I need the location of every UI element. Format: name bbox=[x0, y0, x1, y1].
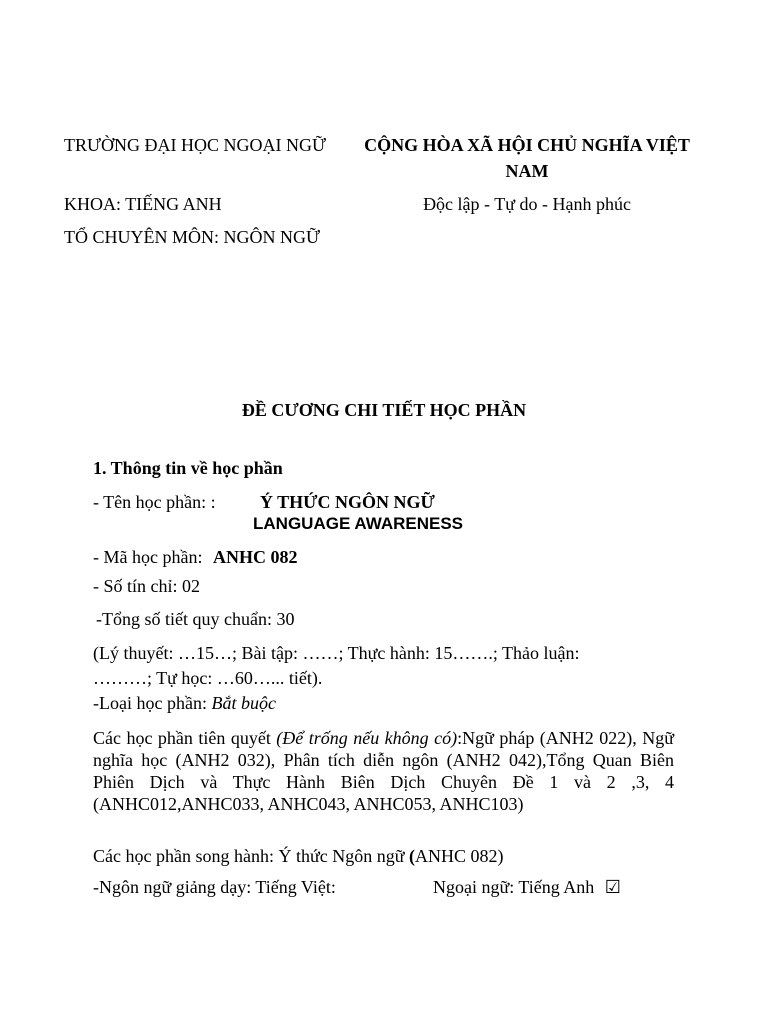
teaching-language-label: -Ngôn ngữ giảng dạy: Tiếng Việt: bbox=[93, 877, 336, 897]
parallel-courses-row bbox=[93, 846, 503, 867]
section-heading: 1. Thông tin về học phần bbox=[93, 458, 283, 478]
course-name-english: LANGUAGE AWARENESS bbox=[253, 514, 464, 533]
course-code-value: ANHC 082 bbox=[212, 547, 298, 567]
prerequisites-paragraph bbox=[93, 727, 674, 815]
parallel-courses-code: ANHC 082) bbox=[414, 846, 504, 866]
course-type-row bbox=[93, 693, 276, 714]
foreign-language-label: Ngoại ngữ: Tiếng Anh bbox=[433, 877, 595, 897]
document-title: ĐỀ CƯƠNG CHI TIẾT HỌC PHẦN bbox=[241, 400, 527, 420]
nation-title: CỘNG HÒA XÃ HỘI CHỦ NGHĨA VIỆT NAM bbox=[364, 135, 690, 181]
prerequisites-note: (Để trống nếu không có) bbox=[276, 728, 458, 748]
prerequisites-text: :Ngữ pháp (ANH2 022), Ngữ nghĩa học (ANH2 032), Phân tích diễn ngôn (ANH2 042),Tổng Quan Biên Phiên Dịch và Thực Hành Biên Dịch Chuyên Đề 1 và 2 ,3, 4 (ANHC012,ANHC033, ANHC043, ANHC053, ANHC103) bbox=[93, 728, 674, 814]
parallel-courses-label: Các học phần song hành: Ý thức Ngôn ngữ bbox=[93, 846, 405, 866]
department-name: TỔ CHUYÊN MÔN: NGÔN NGỮ bbox=[64, 227, 320, 247]
course-name-vietnamese: Ý THỨC NGÔN NGỮ bbox=[260, 492, 435, 512]
school-name: TRƯỜNG ĐẠI HỌC NGOẠI NGỮ bbox=[64, 135, 326, 155]
periods-breakdown-line-1: (Lý thuyết: …15…; Bài tập: ……; Thực hành: 15…….; Thảo luận: bbox=[93, 643, 580, 663]
course-code-row bbox=[93, 547, 297, 568]
course-type-value: Bắt buộc bbox=[211, 693, 276, 713]
total-periods: -Tổng số tiết quy chuẩn: 30 bbox=[96, 609, 295, 629]
foreign-language-row bbox=[433, 877, 621, 898]
course-code-label: - Mã học phần: bbox=[93, 547, 203, 567]
course-type-label: -Loại học phần: bbox=[93, 693, 207, 713]
checkbox-icon[interactable]: ☑ bbox=[604, 877, 621, 897]
prerequisites-label: Các học phần tiên quyết bbox=[93, 728, 271, 748]
national-motto: Độc lập - Tự do - Hạnh phúc bbox=[423, 194, 631, 214]
credits: - Số tín chỉ: 02 bbox=[93, 576, 200, 596]
parallel-courses-paren: ( bbox=[408, 846, 415, 866]
faculty-name: KHOA: TIẾNG ANH bbox=[64, 194, 222, 214]
periods-breakdown-line-2: ………; Tự học: …60…... tiết). bbox=[93, 668, 323, 688]
course-name-label: - Tên học phần: : bbox=[93, 492, 216, 512]
